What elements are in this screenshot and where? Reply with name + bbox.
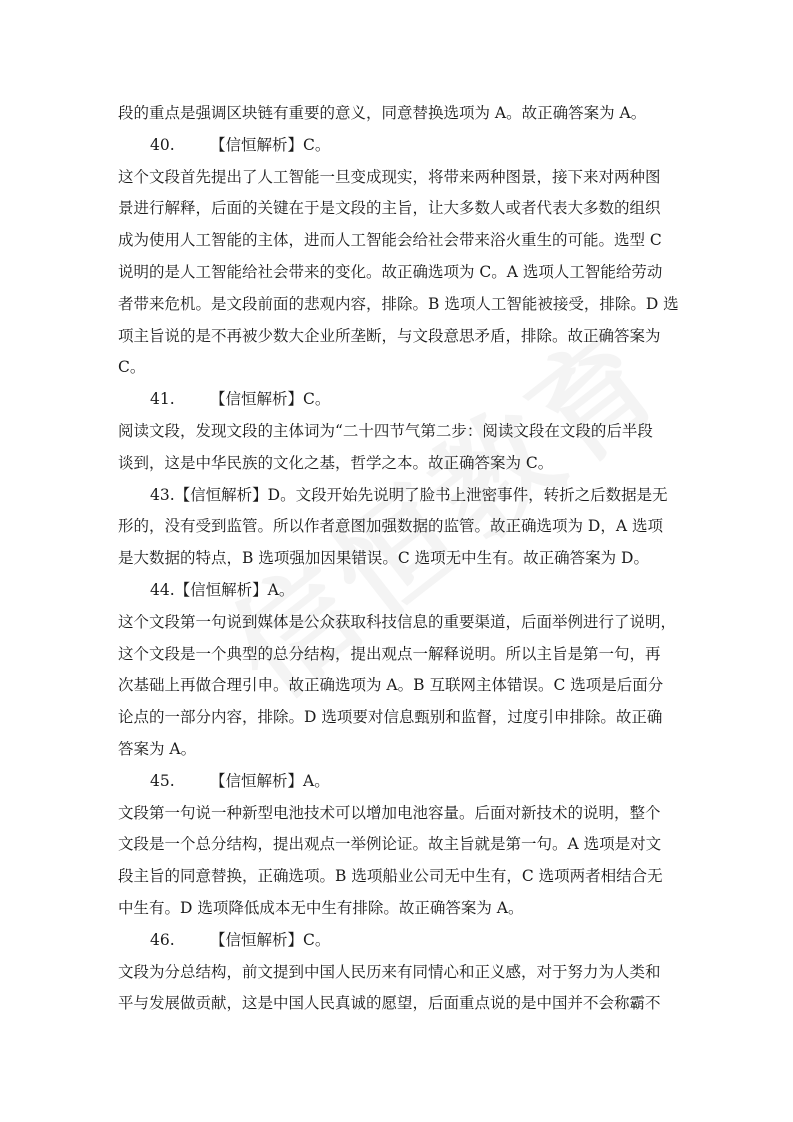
answer-header-line — [118, 925, 684, 957]
paragraph-line: 文段为分总结构，前文提到中国人民历来有同情心和正义感，对于努力为人类和 — [118, 962, 661, 981]
answer-explanation: 【信恒解析】A。 — [174, 580, 295, 599]
paragraph-line: 说明的是人工智能给社会带来的变化。故正确选项为 C。A 选项人工智能给劳动 — [118, 262, 663, 281]
document-body — [118, 98, 684, 1020]
paragraph-line: 这个文段第一句说到媒体是公众获取科技信息的重要渠道，后面举例进行了说明， — [118, 612, 677, 631]
paragraph-line: 项主旨说的是不再被少数大企业所垄断，与文段意思矛盾，排除。故正确答案为 — [118, 326, 661, 345]
paragraph-line: 答案为 A。 — [118, 739, 197, 758]
paragraph-line: 这个文段是一个典型的总分结构，提出观点一解释说明。所以主旨是第一句，再 — [118, 644, 661, 663]
paragraph-line: 段的重点是强调区块链有重要的意义，同意替换选项为 A。故正确答案为 A。 — [118, 104, 647, 122]
answer-explanation: 【信恒解析】A。 — [210, 771, 330, 790]
paragraph-line: 段主旨的同意替换，正确选项。B 选项船业公司无中生有，C 选项两者相结合无 — [118, 867, 663, 886]
answer-header-line — [118, 766, 684, 798]
paragraph-line: 中生有。D 选项降低成本无中生有排除。故正确答案为 A。 — [118, 898, 524, 917]
question-number: 45. — [150, 771, 175, 790]
question-number: 41. — [150, 390, 175, 409]
answer-explanation: 【信恒解析】C。 — [210, 135, 331, 154]
paragraph-line: 是大数据的特点，B 选项强加因果错误。C 选项无中生有。故正确答案为 D。 — [118, 549, 649, 568]
answer-header-line — [118, 130, 684, 162]
paragraph-line: 景进行解释，后面的关键在于是文段的主旨，让大多数人或者代表大多数的组织 — [118, 199, 661, 218]
paragraph-line: 平与发展做贡献，这是中国人民真诚的愿望，后面重点说的是中国并不会称霸不 — [118, 994, 661, 1013]
answer-explanation: 【信恒解析】C。 — [210, 390, 331, 409]
paragraph-line: 文段第一句说一种新型电池技术可以增加电池容量。后面对新技术的说明，整个 — [118, 803, 661, 822]
paragraph-line: 阅读文段，发现文段的主体词为“二十四节气第二步：阅读文段在文段的后半段 — [118, 421, 653, 440]
paragraph-line: 论点的一部分内容，排除。D 选项要对信息甄别和监督，过度引申排除。故正确 — [118, 708, 663, 727]
paragraph-line: 文段是一个总分结构，提出观点一举例论证。故主旨就是第一句。A 选项是对文 — [118, 835, 662, 854]
paragraph-line: 形的，没有受到监管。所以作者意图加强数据的监管。故正确选项为 D，A 选项 — [118, 517, 663, 536]
paragraph-line: 这个文段首先提出了人工智能一旦变成现实，将带来两种图景，接下来对两种图 — [118, 167, 661, 186]
question-number: 46. — [150, 930, 175, 949]
question-number: 44. — [150, 580, 175, 599]
answer-header-line — [118, 575, 684, 607]
answer-explanation: 【信恒解析】C。 — [210, 930, 331, 949]
paragraph-line: 者带来危机。是文段前面的悲观内容，排除。B 选项人工智能被接受，排除。D 选 — [118, 294, 679, 313]
answer-explanation: 【信恒解析】D。文段开始先说明了脸书上泄密事件，转折之后数据是无 — [174, 485, 668, 504]
answer-header-line — [118, 384, 684, 416]
paragraph-line: 成为使用人工智能的主体，进而人工智能会给社会带来浴火重生的可能。选型 C — [118, 231, 662, 250]
answer-header-line — [118, 480, 684, 512]
question-number: 43. — [150, 485, 175, 504]
paragraph-line: 次基础上再做合理引申。故正确选项为 A。B 互联网主体错误。C 选项是后面分 — [118, 676, 664, 695]
question-number: 40. — [150, 135, 175, 154]
paragraph-line: 谈到，这是中华民族的文化之基，哲学之本。故正确答案为 C。 — [118, 453, 554, 472]
paragraph-line: C。 — [118, 358, 146, 377]
